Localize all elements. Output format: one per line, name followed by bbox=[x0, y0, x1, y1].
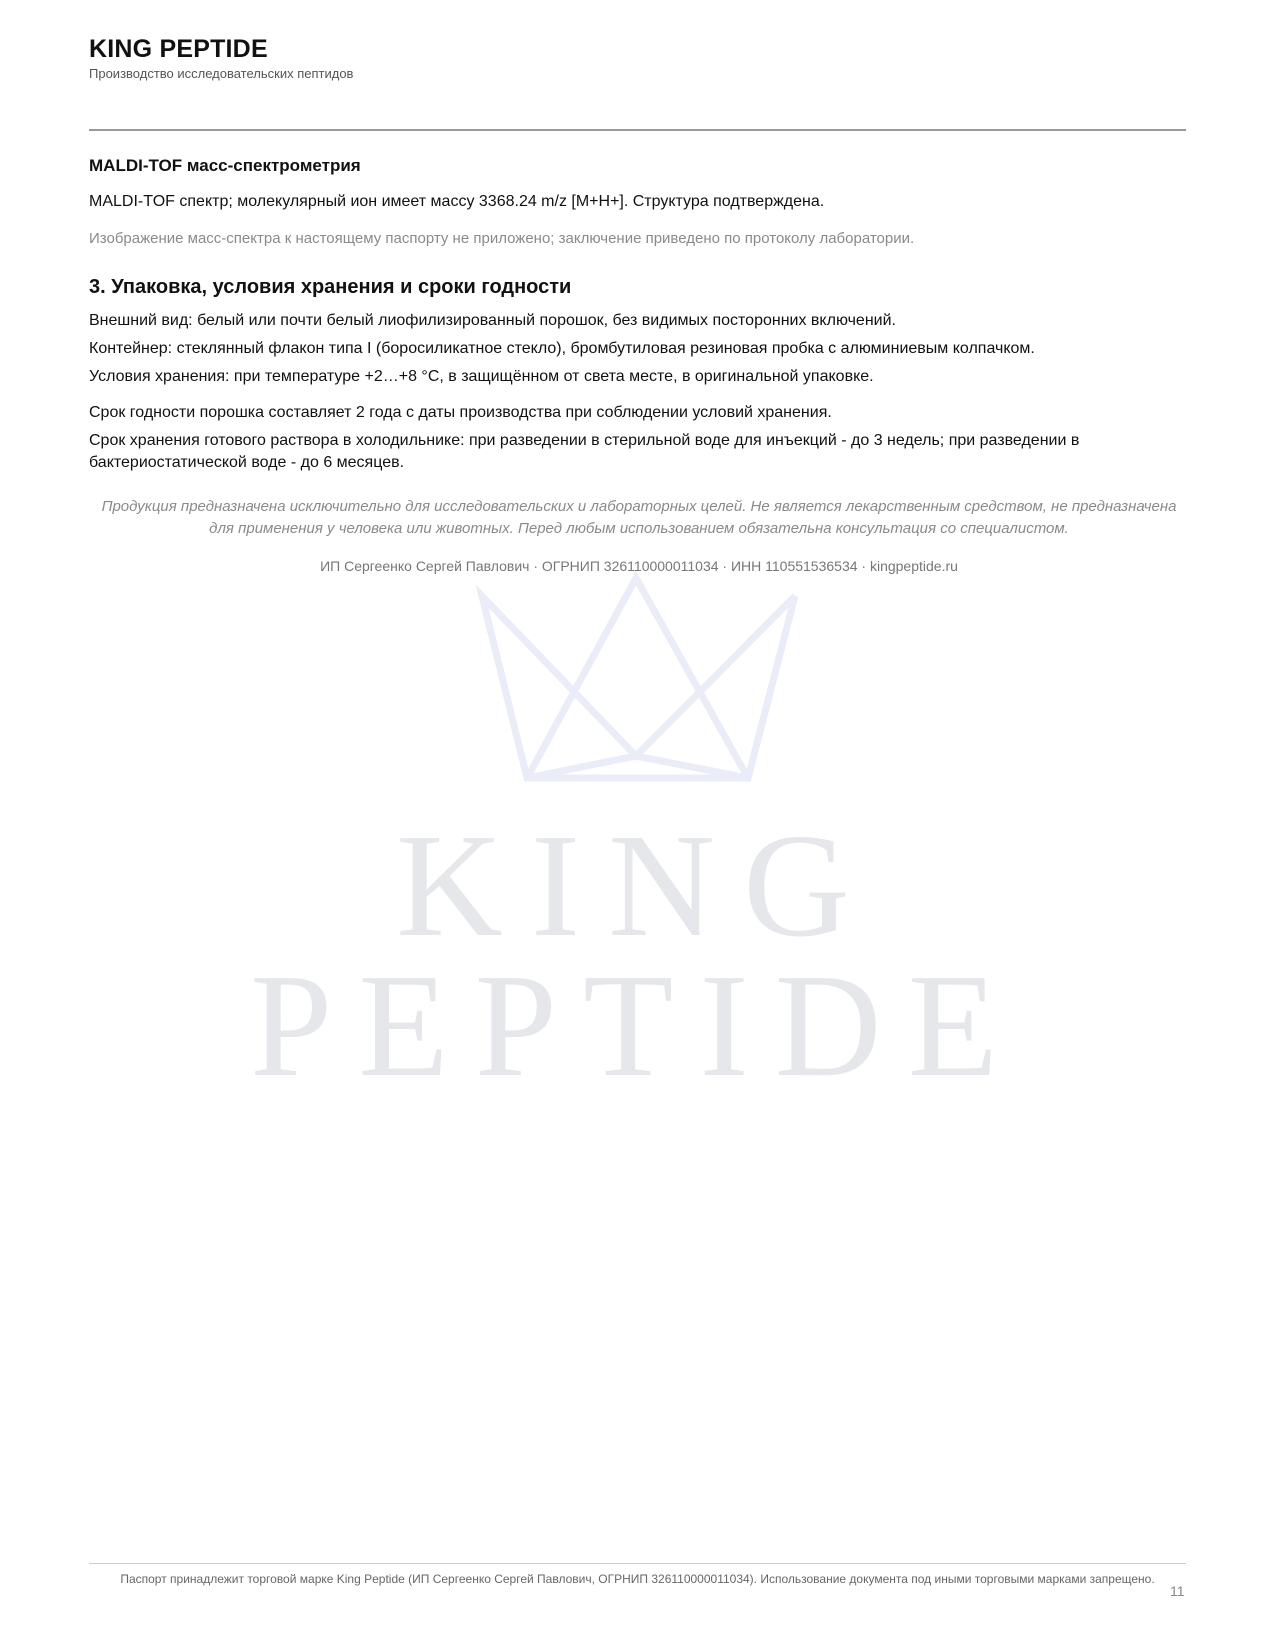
section-3-heading: 3. Упаковка, условия хранения и сроки годности bbox=[89, 276, 572, 298]
container-text: Контейнер: стеклянный флакон типа I (боросиликатное стекло), бромбутиловая резиновая пробка с алюминиевым колпачком. bbox=[89, 340, 1035, 357]
page-number: 11 bbox=[1170, 1583, 1185, 1599]
maldi-text: MALDI-TOF спектр; молекулярный ион имеет массу 3368.24 m/z [M+H+]. Структура подтверждена. bbox=[89, 193, 825, 210]
solution-life-text: Срок хранения готового раствора в холодильнике: при разведении в стерильной воде для инъекций - до 3 недель; при разведении в бактериостатической воде - до 6 месяцев. bbox=[89, 432, 1080, 471]
legal-line: ИП Сергеенко Сергей Павлович · ОГРНИП 326110000011034 · ИНН 110551536534 · kingpeptide.ru bbox=[320, 558, 958, 574]
document-body bbox=[89, 155, 1189, 588]
brand-tagline: Производство исследовательских пептидов bbox=[89, 66, 354, 81]
research-disclaimer: Продукция предназначена исключительно для исследовательских и лабораторных целей. Не является лекарственным средством, не предназначена для применения у человека или животных. Перед любым использованием обязательна консультация со специалистом. bbox=[101, 498, 1177, 537]
watermark-line2: PEPTIDE bbox=[250, 944, 1024, 1108]
footer-text: Паспорт принадлежит торговой марке King Peptide (ИП Сергеенко Сергей Павлович, ОГРНИП 326110000011034). Использование документа под иными торговыми марками запрещено. bbox=[120, 1572, 1155, 1586]
maldi-heading: MALDI-TOF масс-спектрометрия bbox=[89, 156, 361, 175]
watermark-line1: KING bbox=[396, 804, 878, 968]
header-divider bbox=[89, 129, 1186, 131]
document-header bbox=[89, 34, 353, 81]
maldi-note: Изображение масс-спектра к настоящему паспорту не приложено; заключение приведено по протоколу лаборатории. bbox=[89, 230, 915, 247]
crown-icon bbox=[482, 578, 795, 778]
appearance-text: Внешний вид: белый или почти белый лиофилизированный порошок, без видимых посторонних включений. bbox=[89, 312, 896, 329]
shelf-life-text: Срок годности порошка составляет 2 года с даты производства при соблюдении условий хранения. bbox=[89, 404, 832, 421]
brand-name: KING PEPTIDE bbox=[89, 35, 268, 63]
storage-text: Условия хранения: при температуре +2…+8 °C, в защищённом от света месте, в оригинальной упаковке. bbox=[89, 368, 874, 385]
footer-divider bbox=[89, 1563, 1186, 1564]
